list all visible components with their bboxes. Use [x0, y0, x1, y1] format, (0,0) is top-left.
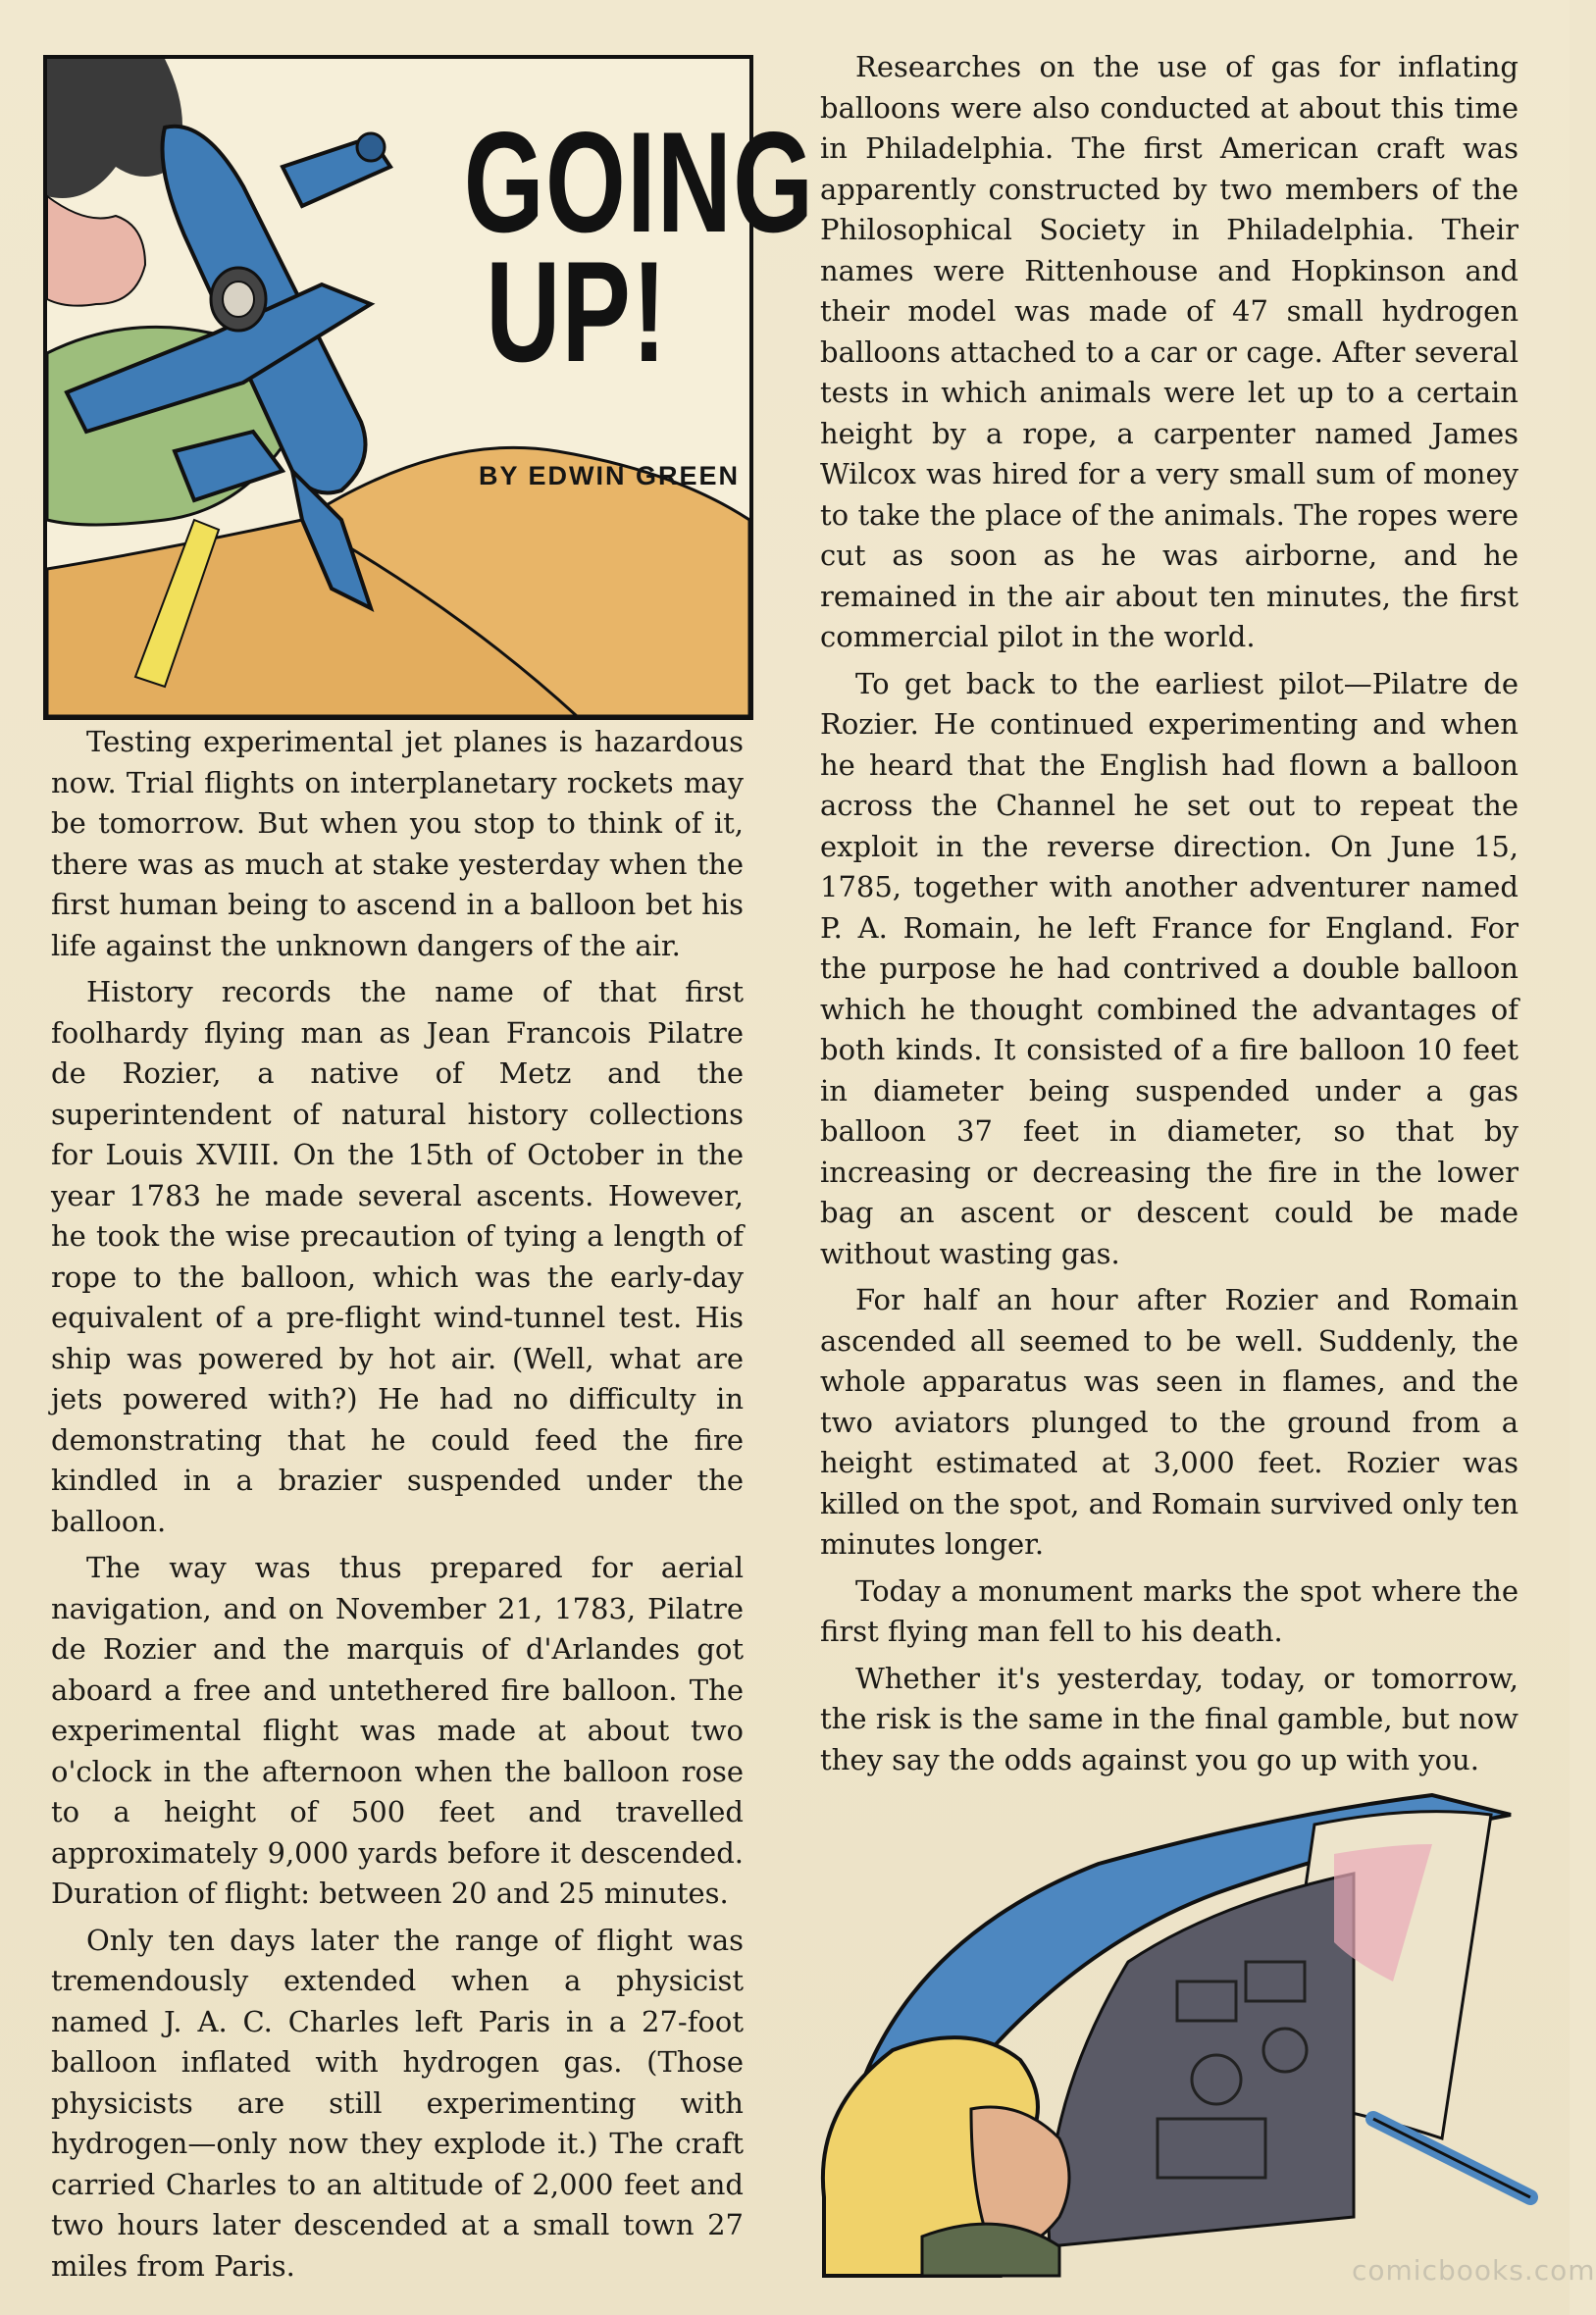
title-illustration-panel: [43, 55, 815, 720]
watermark: comicbooks.com: [1352, 2254, 1596, 2287]
paragraph: For half an hour after Rozier and Romain ascended all seemed to be well. Suddenly, the whole apparatus was seen in flames, and the two aviators plunged to the ground from a height estimated at 3,000 feet. Rozier was killed on the spot, and Romain survived only ten minutes longer.: [820, 1283, 1519, 1561]
pilot-cockpit-illustration: [804, 1785, 1530, 2276]
paragraph: The way was thus prepared for aerial navigation, and on November 21, 1783, Pilatre de Rozier and the marquis of d'Arlandes got aboard a free and untethered fire balloon. The experimental flight was made at about two o'clock in the afternoon when the balloon rose to a height of 500 feet and travelled approximately 9,000 yards before it descended. Duration of flight: between 20 and 25 minutes.: [51, 1551, 744, 1910]
paragraph: Today a monument marks the spot where the first flying man fell to his death.: [820, 1573, 1519, 1648]
paragraph: Researches on the use of gas for inflating balloons were also conducted at about this time in Philadelphia. The first American craft was apparently constructed by two members of the Philosophical Society in Philadelphia. Their names were Rittenhouse and Hopkinson and their model was made of 47 small hydrogen balloons attached to a car or cage. After several tests in which animals were let up to a certain height by a rope, a carpenter named James Wilcox was hired for a very small sum of money to take the place of the animals. The ropes were cut as soon as he was airborne, and he remained in the air about ten minutes, the first commercial pilot in the world.: [820, 50, 1519, 653]
byline: BY EDWIN GREEN: [479, 461, 741, 490]
pilot-illustration: [804, 1785, 1530, 2276]
paragraph: Testing experimental jet planes is hazardous now. Trial flights on interplanetary rockets may be tomorrow. But when you stop to think of it, there was as much at stake yesterday when the first human being to ascend in a balloon bet his life against the unknown dangers of the air.: [51, 725, 744, 962]
paragraph: Only ten days later the range of flight was tremendously extended when a physicist named J. A. C. Charles left Paris in a 27-foot balloon inflated with hydrogen gas. (Those physicists are still experimenting with hydrogen—only now they explode it.) The craft carried Charles to an altitude of 2,000 feet and two hours later descended at a small town 27 miles from Paris.: [51, 1923, 744, 2283]
paragraph: Whether it's yesterday, today, or tomorrow, the risk is the same in the final gamble, but now they say the odds against you go up with you.: [820, 1661, 1519, 1776]
paragraph: History records the name of that first foolhardy flying man as Jean Francois Pilatre de Rozier, a native of Metz and the superintendent of natural history collections for Louis XVIII. On the 15th of October in the year 1783 he made several ascents. However, he took the wise precaution of tying a length of rope to the balloon, which was the early-day equivalent of a pre-flight wind-tunnel test. His ship was powered by hot air. (Well, what are jets powered with?) He had no difficulty in demonstrating that he could feed the fire kindled in a brazier suspended under the balloon.: [51, 975, 744, 1538]
article-title: [463, 102, 815, 391]
right-text-column: [820, 47, 1519, 1786]
title-line-1: GOING: [463, 102, 815, 262]
left-text-column: [51, 722, 744, 2292]
paragraph: To get back to the earliest pilot—Pilatre de Rozier. He continued experimenting and when he heard that the English had flown a balloon across the Channel he set out to repeat the exploit in the reverse direction. On June 15, 1785, together with another adventurer named P. A. Romain, he left France for England. For the purpose he had contrived a double balloon which he thought combined the advantages of both kinds. It consisted of a fire balloon 10 feet in diameter being suspended under a gas balloon 37 feet in diameter, so that by increasing or decreasing the fire in the lower bag an ascent or descent could be made without wasting gas.: [820, 666, 1519, 1270]
title-line-2: UP!: [486, 232, 668, 391]
